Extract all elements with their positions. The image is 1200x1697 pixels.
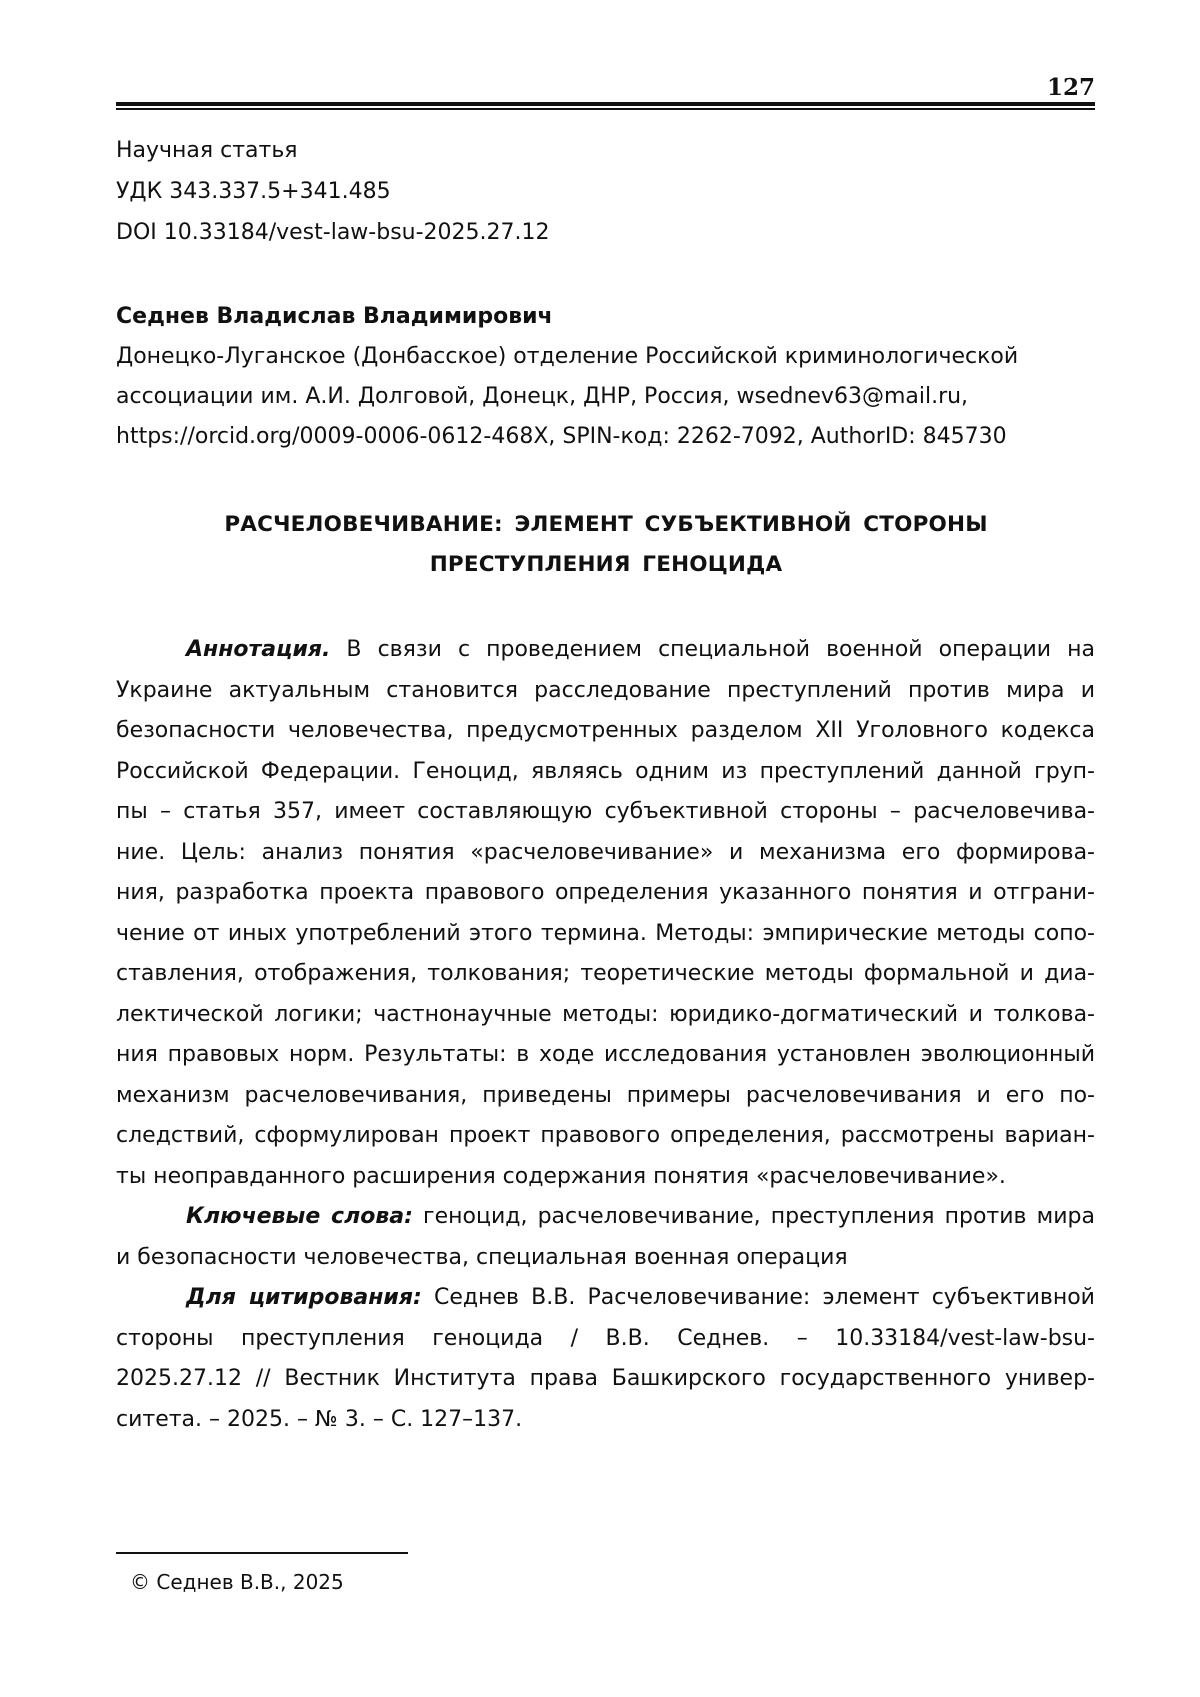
keywords-label: Ключевые слова: [186, 1204, 413, 1229]
abstract-line: Аннотация. В связи с проведением специальной военной операции на [186, 637, 1095, 662]
abstract-line: ставления, отображения, толкования; теоретические методы формальной и диа- [116, 961, 1095, 986]
udk-code: УДК 343.337.5+341.485 [116, 179, 391, 204]
abstract-line: ние. Цель: анализ понятия «расчеловечивание» и механизма его формирова- [116, 839, 1095, 865]
abstract-line: Российской Федерации. Геноцид, являясь одним из преступлений данной груп- [116, 758, 1095, 784]
abstract-line: лектической логики; частнонаучные методы: юридико-догматический и толкова- [116, 1001, 1095, 1027]
keywords-line: и безопасности человечества, специальная военная операция [116, 1244, 848, 1270]
abstract-line: безопасности человечества, предусмотренных разделом XII Уголовного кодекса [116, 718, 1095, 743]
author-affiliation-line: ассоциации им. А.И. Долговой, Донецк, ДНР, Россия, wsednev63@mail.ru, [116, 384, 969, 409]
keywords-paragraph [116, 1197, 1095, 1278]
abstract-paragraph [116, 630, 1095, 1197]
citation-line: Для цитирования: Седнев В.В. Расчеловечивание: элемент субъективной [186, 1285, 1095, 1310]
article-meta [116, 130, 550, 253]
abstract-line: следствий, сформулирован проект правового определения, рассмотрены вариан- [116, 1123, 1095, 1148]
author-block [116, 297, 1096, 457]
copyright-footnote: © Седнев В.В., 2025 [130, 1570, 344, 1594]
article-abstract-block [116, 630, 1095, 1440]
header-rule-thin [116, 108, 1095, 110]
abstract-line: ты неоправданного расширения содержания понятия «расчеловечивание». [116, 1163, 1006, 1189]
citation-line: ситета. – 2025. – № 3. – С. 127–137. [116, 1406, 523, 1432]
citation-line: стороны преступления геноцида / В.В. Седнев. – 10.33184/vest-law-bsu- [116, 1325, 1095, 1351]
author-identifiers-line: https://orcid.org/0009-0006-0612-468X, SPIN-код: 2262-7092, AuthorID: 845730 [116, 424, 1007, 449]
abstract-line: Украине актуальным становится расследование преступлений против мира и [116, 677, 1095, 703]
article-title-line: РАСЧЕЛОВЕЧИВАНИЕ: ЭЛЕМЕНТ СУБЪЕКТИВНОЙ СТОРОНЫ [224, 512, 988, 537]
keywords-line: Ключевые слова: геноцид, расчеловечивание, преступления против мира [186, 1204, 1095, 1229]
abstract-line: пы – статья 357, имеет составляющую субъективной стороны – расчеловечива- [116, 799, 1095, 824]
citation-label: Для цитирования: [186, 1285, 422, 1310]
abstract-line: ния правовых норм. Результаты: в ходе исследования установлен эволюционный [116, 1042, 1095, 1067]
article-type: Научная статья [116, 138, 298, 163]
abstract-line: ния, разработка проекта правового определения указанного понятия и отграни- [116, 880, 1095, 905]
doi: DOI 10.33184/vest-law-bsu-2025.27.12 [116, 220, 550, 245]
article-title-line: ПРЕСТУПЛЕНИЯ ГЕНОЦИДА [429, 552, 783, 577]
citation-paragraph [116, 1278, 1095, 1440]
article-title [116, 505, 1096, 585]
header-rule-thick [116, 102, 1095, 106]
footnote-divider [116, 1552, 408, 1554]
abstract-line: механизм расчеловечивания, приведены примеры расчеловечивания и его по- [116, 1082, 1095, 1108]
author-affiliation-line: Донецко-Луганское (Донбасское) отделение Российской криминологической [116, 344, 1019, 369]
abstract-line: чение от иных употреблений этого термина. Методы: эмпирические методы сопо- [116, 920, 1095, 946]
citation-line: 2025.27.12 // Вестник Института права Башкирского государственного универ- [116, 1366, 1095, 1391]
page-number: 127 [1046, 74, 1095, 101]
author-name: Седнев Владислав Владимирович [116, 304, 553, 329]
abstract-label: Аннотация. [186, 637, 331, 662]
